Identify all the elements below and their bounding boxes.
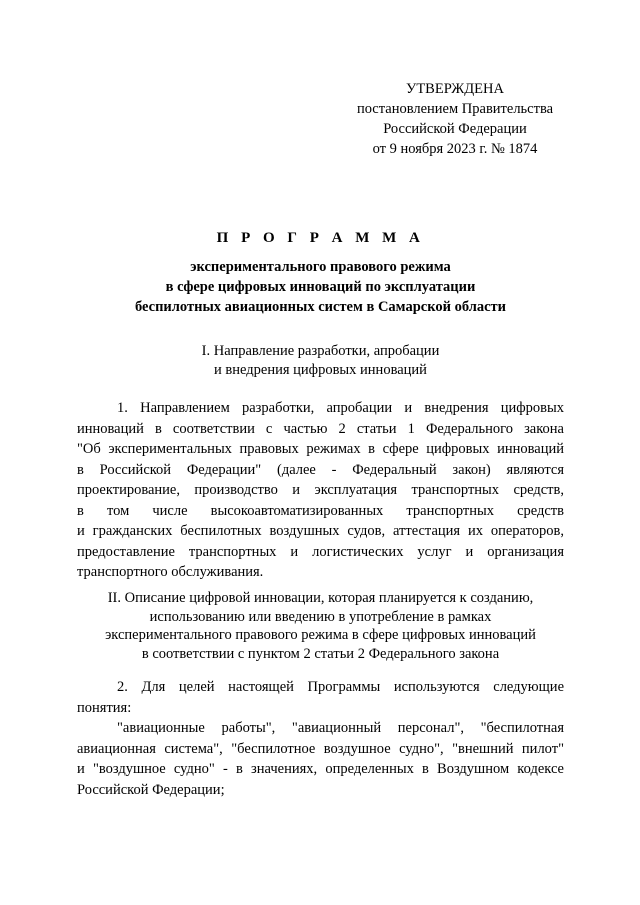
paragraph-line: в Российской Федерации" (далее - Федеральный закон) являются xyxy=(77,461,564,478)
approval-stamp xyxy=(340,79,570,159)
heading-line: I. Направление разработки, апробации xyxy=(201,343,440,359)
heading-line: в соответствии с пунктом 2 статьи 2 Федерального закона xyxy=(141,645,500,662)
paragraph-line: и "воздушное судно" - в значениях, определенных в Воздушном кодексе xyxy=(77,761,564,777)
paragraph-line: 1. Направлением разработки, апробации и внедрения цифровых xyxy=(117,400,564,416)
heading-line: II. Описание цифровой инновации, которая планируется к созданию, xyxy=(107,590,534,606)
subtitle-line: беспилотных авиационных систем в Самарской области xyxy=(134,299,507,315)
section-1-heading xyxy=(77,342,564,379)
paragraph-line: и гражданских беспилотных воздушных судов, аттестация их операторов, xyxy=(77,523,564,539)
paragraph-line: "Об экспериментальных правовых режимах в сфере цифровых инноваций xyxy=(77,441,564,457)
approval-line: УТВЕРЖДЕНА xyxy=(406,81,504,97)
section-1-paragraph xyxy=(77,398,564,583)
approval-line: постановлением Правительства xyxy=(356,101,554,117)
paragraph-line: авиационная система", "беспилотное воздушное судно", "внешний пилот" xyxy=(77,740,564,757)
paragraph-line: понятия: xyxy=(77,699,132,716)
subtitle-line: экспериментального правового режима xyxy=(190,259,451,275)
paragraph-line: предоставление транспортных и логистических услуг и организация xyxy=(77,543,564,560)
paragraph-line: проектирование, производство и эксплуатация транспортных средств, xyxy=(77,482,564,498)
heading-line: экспериментального правового режима в сфере цифровых инноваций xyxy=(105,627,536,643)
section-2-paragraph xyxy=(77,677,564,800)
paragraph-line: транспортного обслуживания. xyxy=(77,564,264,580)
section-2-heading xyxy=(77,589,564,663)
program-word: П Р О Г Р А М М А xyxy=(216,230,425,246)
heading-line: использованию или введению в употребление в рамках xyxy=(149,608,492,625)
subtitle-line: в сфере цифровых инноваций по эксплуатации xyxy=(165,279,476,295)
approval-line: от 9 ноября 2023 г. № 1874 xyxy=(372,141,538,157)
heading-line: и внедрения цифровых инноваций xyxy=(214,361,427,378)
paragraph-line: инноваций в соответствии с частью 2 статьи 1 Федерального закона xyxy=(77,420,564,437)
paragraph-line: "авиационные работы", "авиационный персонал", "беспилотная xyxy=(117,720,564,736)
paragraph-line: Российской Федерации; xyxy=(77,781,225,798)
approval-line: Российской Федерации xyxy=(383,121,527,137)
paragraph-line: в том числе высокоавтоматизированных транспортных средств xyxy=(77,502,564,519)
document-subtitle xyxy=(77,257,564,317)
paragraph-line: 2. Для целей настоящей Программы используются следующие xyxy=(117,679,564,695)
document-title xyxy=(77,228,564,317)
